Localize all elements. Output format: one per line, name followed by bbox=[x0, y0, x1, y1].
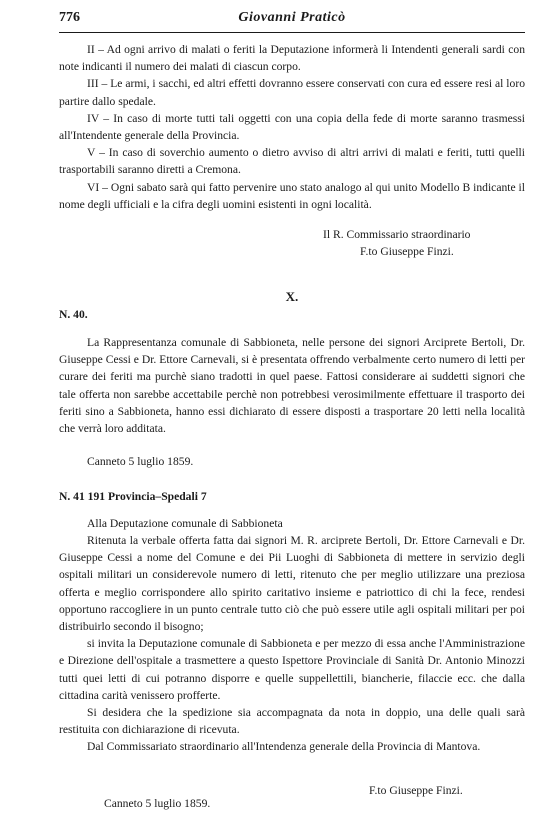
running-head: Giovanni Praticò bbox=[238, 10, 346, 25]
representation-paragraph: La Rappresentanza comunale di Sabbioneta, nelle persone dei signori Arciprete Bertoli, Dr. Giuseppe Cessi e Dr. Ettore Carnevali, si è presentata offrendo verbalmente certo numero di letti per curare dei feriti ma purchè siano tradotti in quel paese. Fattosi considerare ai suddetti signori che tale offerta non sarebbe accettabile perchè non potrebbesi verosimilmente effettuare il trasporto dei feriti sino a Sabbioneta, hanno essi dichiarato di essere disposti a trasportare 20 letti nella località che verrà loro additata. bbox=[59, 336, 525, 436]
header-rule bbox=[59, 32, 525, 33]
representation-paragraph-block bbox=[59, 334, 525, 437]
letter-date: Canneto 5 luglio 1859. bbox=[104, 797, 211, 810]
signature-title: Il R. Commissario straordinario bbox=[323, 228, 471, 241]
letter-paragraph: Dal Commissariato straordinario all'Intendenza generale della Provincia di Mantova. bbox=[87, 740, 481, 754]
letter-paragraph: si invita la Deputazione comunale di Sabbioneta e per mezzo di essa anche l'Amministrazione e Direzione dell'ospitale a trasmettere a questo Ispettore Provinciale di Sanità Dr. Antonio Minozzi tutti quei letti di cui potranno disporre e quelle suppellettili, biancherie, filaccie ecc. che dalla cittadina carità venissero profferte. bbox=[59, 637, 525, 702]
section-heading: X. bbox=[285, 289, 299, 304]
letter-paragraph: Ritenuta la verbale offerta fatta dai signori M. R. arciprete Bertoli, Dr. Ettore Carnevali e Dr. Giuseppe Cessi a nome del Comune e dei Pii Luoghi di Sabbioneta di mettere in servizio degli ospitali militari un considerevole numero di letti, ritenuto che per meglio utilizzare una preziosa offerta e meglio corrispondere allo spirito caritativo insieme e patriottico di chi la fece, rendesi opportuno raccogliere in un punto centrale tutto ciò che può essere utile agli ospitali militari per poi distribuirlo secondo il bisogno; bbox=[59, 534, 525, 634]
letter-address: Alla Deputazione comunale di Sabbioneta bbox=[87, 517, 283, 530]
signature-name: F.to Giuseppe Finzi. bbox=[360, 245, 454, 258]
article-ii: II – Ad ogni arrivo di malati o feriti la Deputazione informerà li Intendenti generali sardi con note indicanti il numero dei malati di ciascun corpo. bbox=[59, 43, 525, 74]
page-number: 776 bbox=[59, 10, 80, 25]
page-header bbox=[59, 8, 525, 30]
letter-paragraph: Si desidera che la spedizione sia accompagnata da nota in doppio, una delle quali sarà restituita con dichiarazione di ricevuta. bbox=[59, 706, 525, 737]
article-v: V – In caso di soverchio aumento o dietro avviso di altri arrivi di malati e feriti, tutti quelli trasportabili saranno diretti a Cremona. bbox=[59, 146, 525, 177]
document-number: N. 41 191 Provincia–Spedali 7 bbox=[59, 490, 207, 503]
letter-body bbox=[59, 532, 525, 756]
date-line: Canneto 5 luglio 1859. bbox=[87, 455, 194, 468]
letter-signature: F.to Giuseppe Finzi. bbox=[369, 784, 463, 797]
document-number: N. 40. bbox=[59, 308, 88, 321]
article-iv: IV – In caso di morte tutti tali oggetti con una copia della fede di morte saranno trasmessi all'Intendente generale della Provincia. bbox=[59, 111, 525, 143]
article-vi: VI – Ogni sabato sarà qui fatto pervenire uno stato analogo al qui unito Modello B indicante il nome degli ufficiali e la cifra degli uomini esistenti in ogni località. bbox=[59, 180, 525, 211]
article-iii: III – Le armi, i sacchi, ed altri effetti dovranno essere conservati con cura ed essere resi al loro partire dallo spedale. bbox=[59, 77, 525, 108]
articles-block bbox=[59, 41, 525, 213]
